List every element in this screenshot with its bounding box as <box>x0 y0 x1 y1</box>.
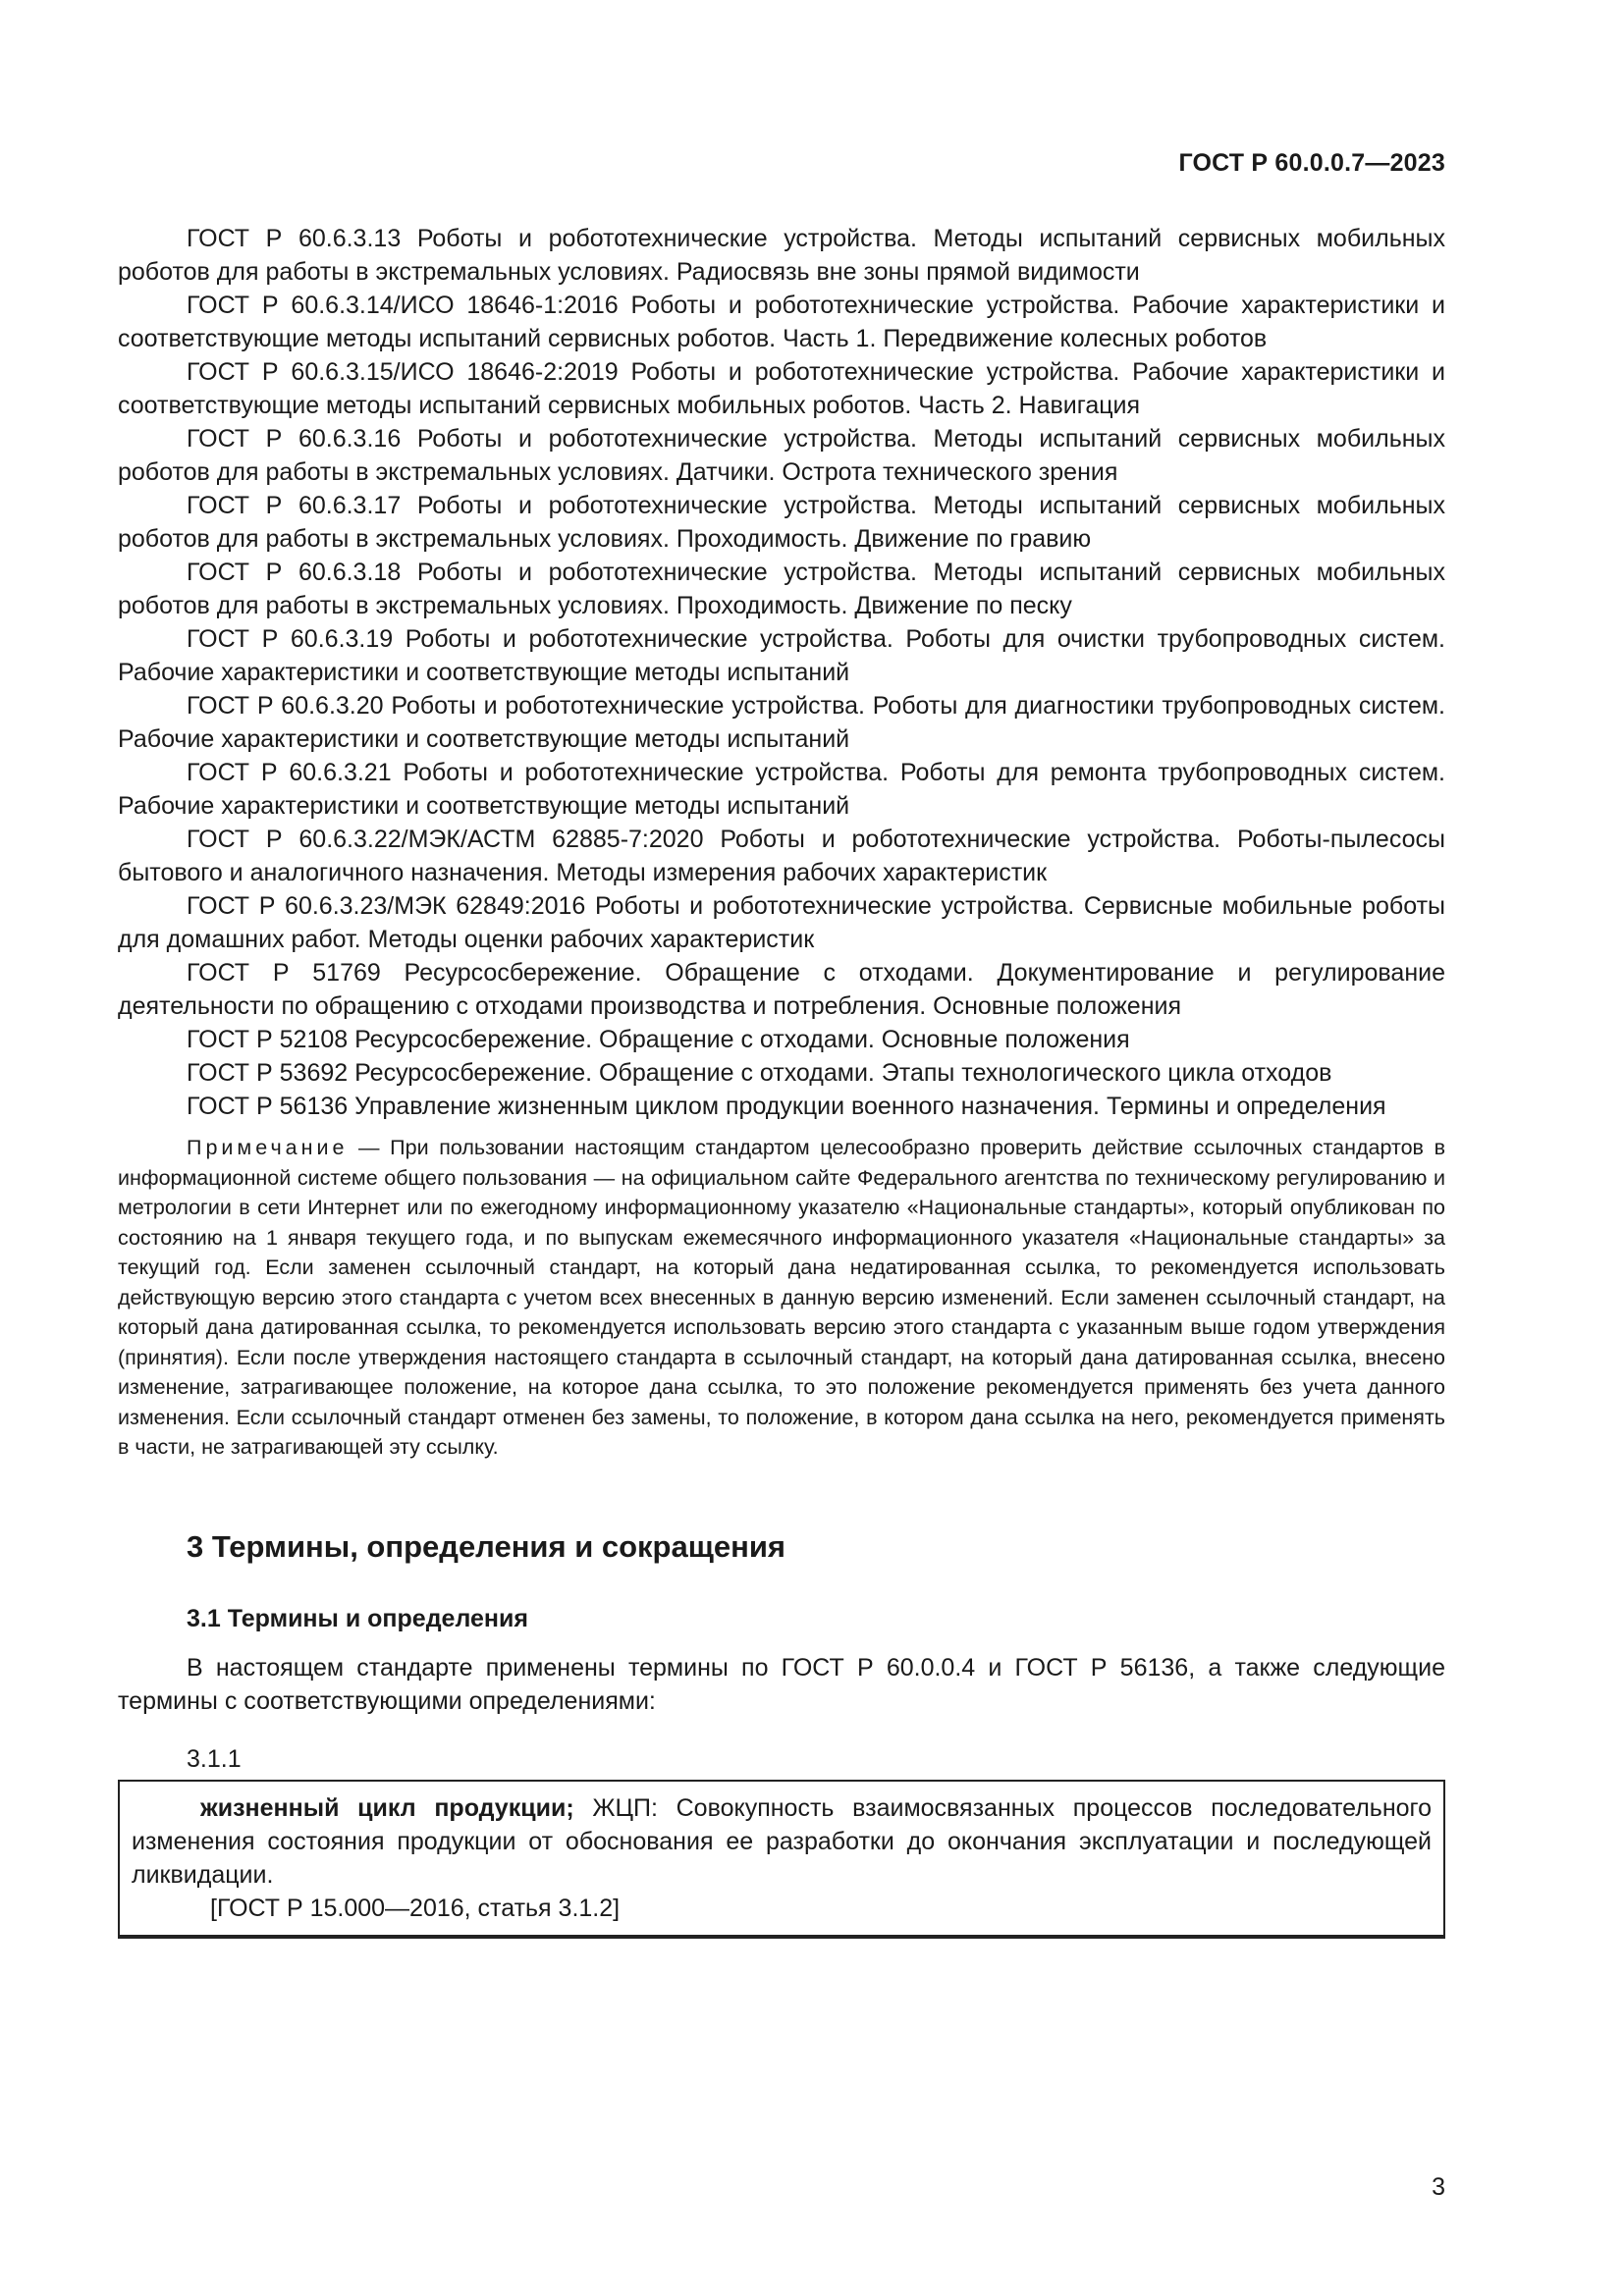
document-code: ГОСТ Р 60.0.0.7—2023 <box>1178 149 1445 177</box>
reference-item: ГОСТ Р 52108 Ресурсосбережение. Обращение с отходами. Основные положения <box>187 1026 1130 1053</box>
reference-item: ГОСТ Р 60.6.3.16 Роботы и робототехнические устройства. Методы испытаний сервисных мобильных роботов для работы в экстремальных условиях. Датчики. Острота технического зрения <box>118 425 1445 486</box>
reference-item: ГОСТ Р 60.6.3.23/МЭК 62849:2016 Роботы и робототехнические устройства. Сервисные мобильные роботы для домашних работ. Методы оценки рабочих характеристик <box>118 892 1445 953</box>
note-text: — При пользовании настоящим стандартом целесообразно проверить действие ссылочных стандартов в информационной системе общего пользования — на официальном сайте Федерального агентства по техническому регулированию и метрологии в сети Интернет или по ежегодному информационному указателю «Национальные стандарты», который опубликован по состоянию на 1 января текущего года, и по выпускам ежемесячного информационного указателя «Национальные стандарты» за текущий год. Если заменен ссылочный стандарт, на который дана недатированная ссылка, то рекомендуется использовать действующую версию этого стандарта с учетом всех внесенных в данную версию изменений. Если заменен ссылочный стандарт, на который дана датированная ссылка, то рекомендуется использовать версию этого стандарта с указанным выше годом утверждения (принятия). Если после утверждения настоящего стандарта в ссылочный стандарт, на который дана датированная ссылка, внесено изменение, затрагивающее положение, на которое дана ссылка, то это положение рекомендуется применять без учета данного изменения. Если ссылочный стандарт отменен без замены, то положение, в котором дана ссылка на него, рекомендуется применять в части, не затрагивающей эту ссылку. <box>118 1136 1445 1459</box>
reference-item: ГОСТ Р 60.6.3.14/ИСО 18646-1:2016 Роботы и робототехнические устройства. Рабочие характеристики и соответствующие методы испытаний сервисных роботов. Часть 1. Передвижение колесных роботов <box>118 292 1445 352</box>
reference-item: ГОСТ Р 51769 Ресурсосбережение. Обращение с отходами. Документирование и регулирование деятельности по обращению с отходами производства и потребления. Основные положения <box>118 959 1445 1020</box>
term-definition-text: Совокупность взаимосвязанных процессов последовательного изменения состояния продукции от обоснования ее разработки до окончания эксплуатации и последующей ликвидации. <box>132 1793 1433 1889</box>
term-source: [ГОСТ Р 15.000—2016, статья 3.1.2] <box>210 1894 621 1922</box>
note-label: Примечание <box>187 1136 349 1159</box>
terms-intro: В настоящем стандарте применены термины по ГОСТ Р 60.0.0.4 и ГОСТ Р 56136, а также следующие термины с соответствующими определениями: <box>118 1653 1445 1715</box>
section-title: 3 Термины, определения и сокращения <box>187 1528 785 1564</box>
reference-item: ГОСТ Р 53692 Ресурсосбережение. Обращение с отходами. Этапы технологического цикла отходов <box>187 1059 1332 1087</box>
subsection-title: 3.1 Термины и определения <box>187 1604 528 1632</box>
note-paragraph <box>118 1133 1445 1463</box>
page-content <box>118 222 1445 1939</box>
reference-item: ГОСТ Р 56136 Управление жизненным циклом продукции военного назначения. Термины и определения <box>187 1093 1386 1120</box>
term-name: жизненный цикл продукции; <box>200 1793 574 1822</box>
normative-references-list <box>118 222 1445 1123</box>
reference-item: ГОСТ Р 60.6.3.18 Роботы и робототехнические устройства. Методы испытаний сервисных мобильных роботов для работы в экстремальных условиях. Проходимость. Движение по песку <box>118 559 1445 619</box>
reference-item: ГОСТ Р 60.6.3.20 Роботы и робототехнические устройства. Роботы для диагностики трубопроводных систем. Рабочие характеристики и соответствующие методы испытаний <box>118 692 1445 753</box>
term-number: 3.1.1 <box>187 1744 242 1773</box>
reference-item: ГОСТ Р 60.6.3.17 Роботы и робототехнические устройства. Методы испытаний сервисных мобильных роботов для работы в экстремальных условиях. Проходимость. Движение по гравию <box>118 492 1445 553</box>
term-abbreviation: ЖЦП: <box>573 1793 658 1822</box>
term-box <box>118 1780 1445 1939</box>
reference-item: ГОСТ Р 60.6.3.21 Роботы и робототехнические устройства. Роботы для ремонта трубопроводных систем. Рабочие характеристики и соответствующие методы испытаний <box>118 759 1445 820</box>
reference-item: ГОСТ Р 60.6.3.19 Роботы и робототехнические устройства. Роботы для очистки трубопроводных систем. Рабочие характеристики и соответствующие методы испытаний <box>118 625 1445 686</box>
page-number: 3 <box>1432 2173 1445 2201</box>
reference-item: ГОСТ Р 60.6.3.22/МЭК/АСТМ 62885-7:2020 Роботы и робототехнические устройства. Роботы-пылесосы бытового и аналогичного назначения. Методы измерения рабочих характеристик <box>118 826 1445 886</box>
reference-item: ГОСТ Р 60.6.3.13 Роботы и робототехнические устройства. Методы испытаний сервисных мобильных роботов для работы в экстремальных условиях. Радиосвязь вне зоны прямой видимости <box>118 225 1445 286</box>
term-definition <box>132 1791 1432 1892</box>
reference-item: ГОСТ Р 60.6.3.15/ИСО 18646-2:2019 Роботы и робототехнические устройства. Рабочие характеристики и соответствующие методы испытаний сервисных мобильных роботов. Часть 2. Навигация <box>118 358 1445 419</box>
